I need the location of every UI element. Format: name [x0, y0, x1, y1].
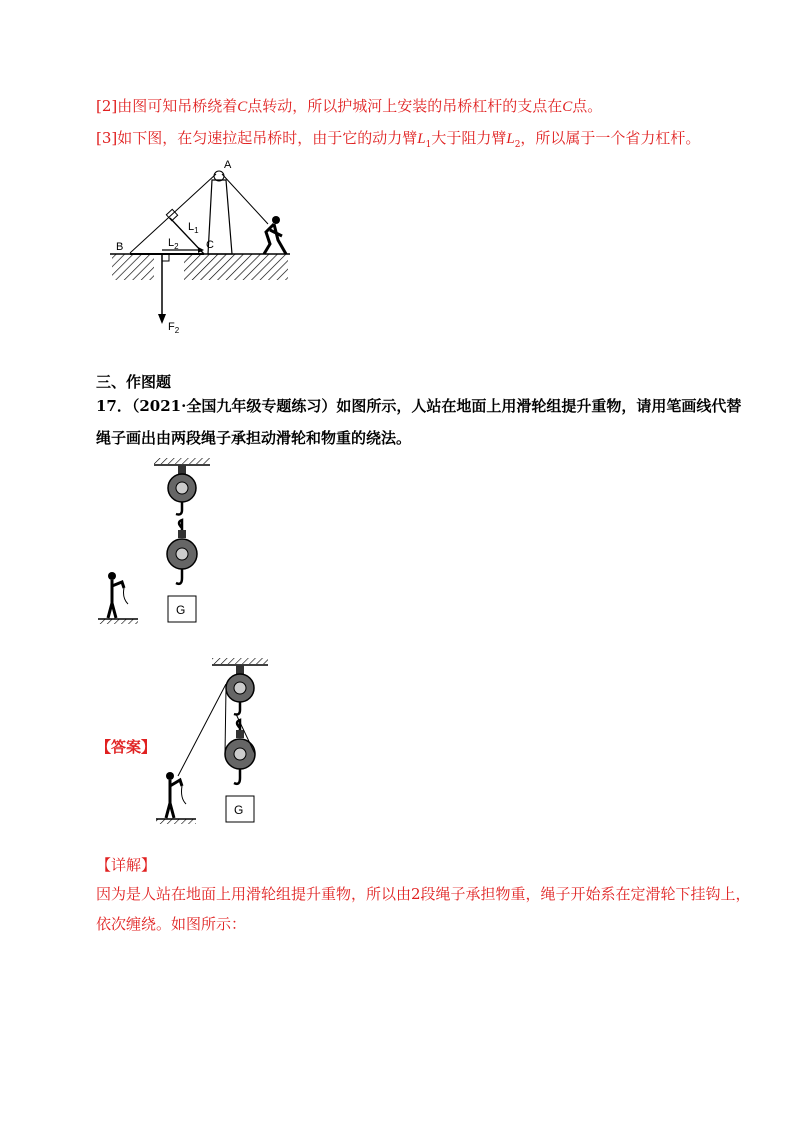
question-number: 17． — [96, 397, 132, 415]
label-l2: $L_2$ — [168, 237, 179, 251]
detail-line-1: 因为是人站在地面上用滑轮组提升重物，所以由2段绳子承担物重，绳子开始系在定滑轮下挂钩上， — [96, 885, 751, 903]
force-f2-arrow — [158, 314, 166, 324]
pulley-answer-figure — [156, 658, 286, 828]
person-standing — [166, 772, 186, 818]
rope-to-person — [178, 684, 226, 776]
pulley-question-figure — [96, 458, 226, 628]
answer-label: 【答案】 — [96, 738, 157, 756]
movable-pulley — [225, 720, 255, 784]
movable-pulley — [167, 520, 197, 584]
section-title: 三、作图题 — [96, 373, 172, 391]
weight-label: G — [176, 603, 186, 617]
ground-right — [184, 254, 288, 280]
question-line-2: 绳子画出由两段绳子承担动滑轮和物重的绕法。 — [96, 429, 412, 447]
label-l1: $L_1$ — [188, 221, 199, 235]
person-standing — [108, 572, 128, 618]
solution-line-2: [3]如下图，在匀速拉起吊桥时，由于它的动力臂$L_1$大于阻力臂$L_2$，所以属于一个省力杠杆。 — [96, 129, 701, 150]
question-source: （2021·全国九年级专题练习） — [131, 397, 337, 415]
fixed-pulley — [168, 465, 196, 515]
label-b: B — [116, 241, 124, 253]
label-c: C — [206, 239, 214, 251]
question-line-1: 17．（2021·全国九年级专题练习）如图所示，人站在地面上用滑轮组提升重物，请用笔画线代替 — [96, 397, 742, 415]
rope-movable-left — [225, 688, 226, 754]
solution-line-1: [2]由图可知吊桥绕着C点转动，所以护城河上安装的吊桥杠杆的支点在C点。 — [96, 97, 603, 115]
ceiling — [154, 458, 210, 464]
right-angle-l2 — [162, 254, 169, 261]
detail-line-2: 依次缠绕。如图所示： — [96, 915, 247, 933]
arm-l2-arrow — [198, 247, 204, 253]
ground-left — [112, 254, 154, 280]
fixed-pulley — [226, 665, 254, 715]
drawbridge-figure — [108, 160, 308, 340]
label-f2: $F_2$ — [168, 321, 180, 335]
weight-label: G — [234, 803, 244, 817]
detail-label: 【详解】 — [96, 856, 157, 874]
ceiling — [212, 658, 268, 664]
person-pulling — [264, 216, 286, 254]
label-a: A — [224, 159, 232, 171]
